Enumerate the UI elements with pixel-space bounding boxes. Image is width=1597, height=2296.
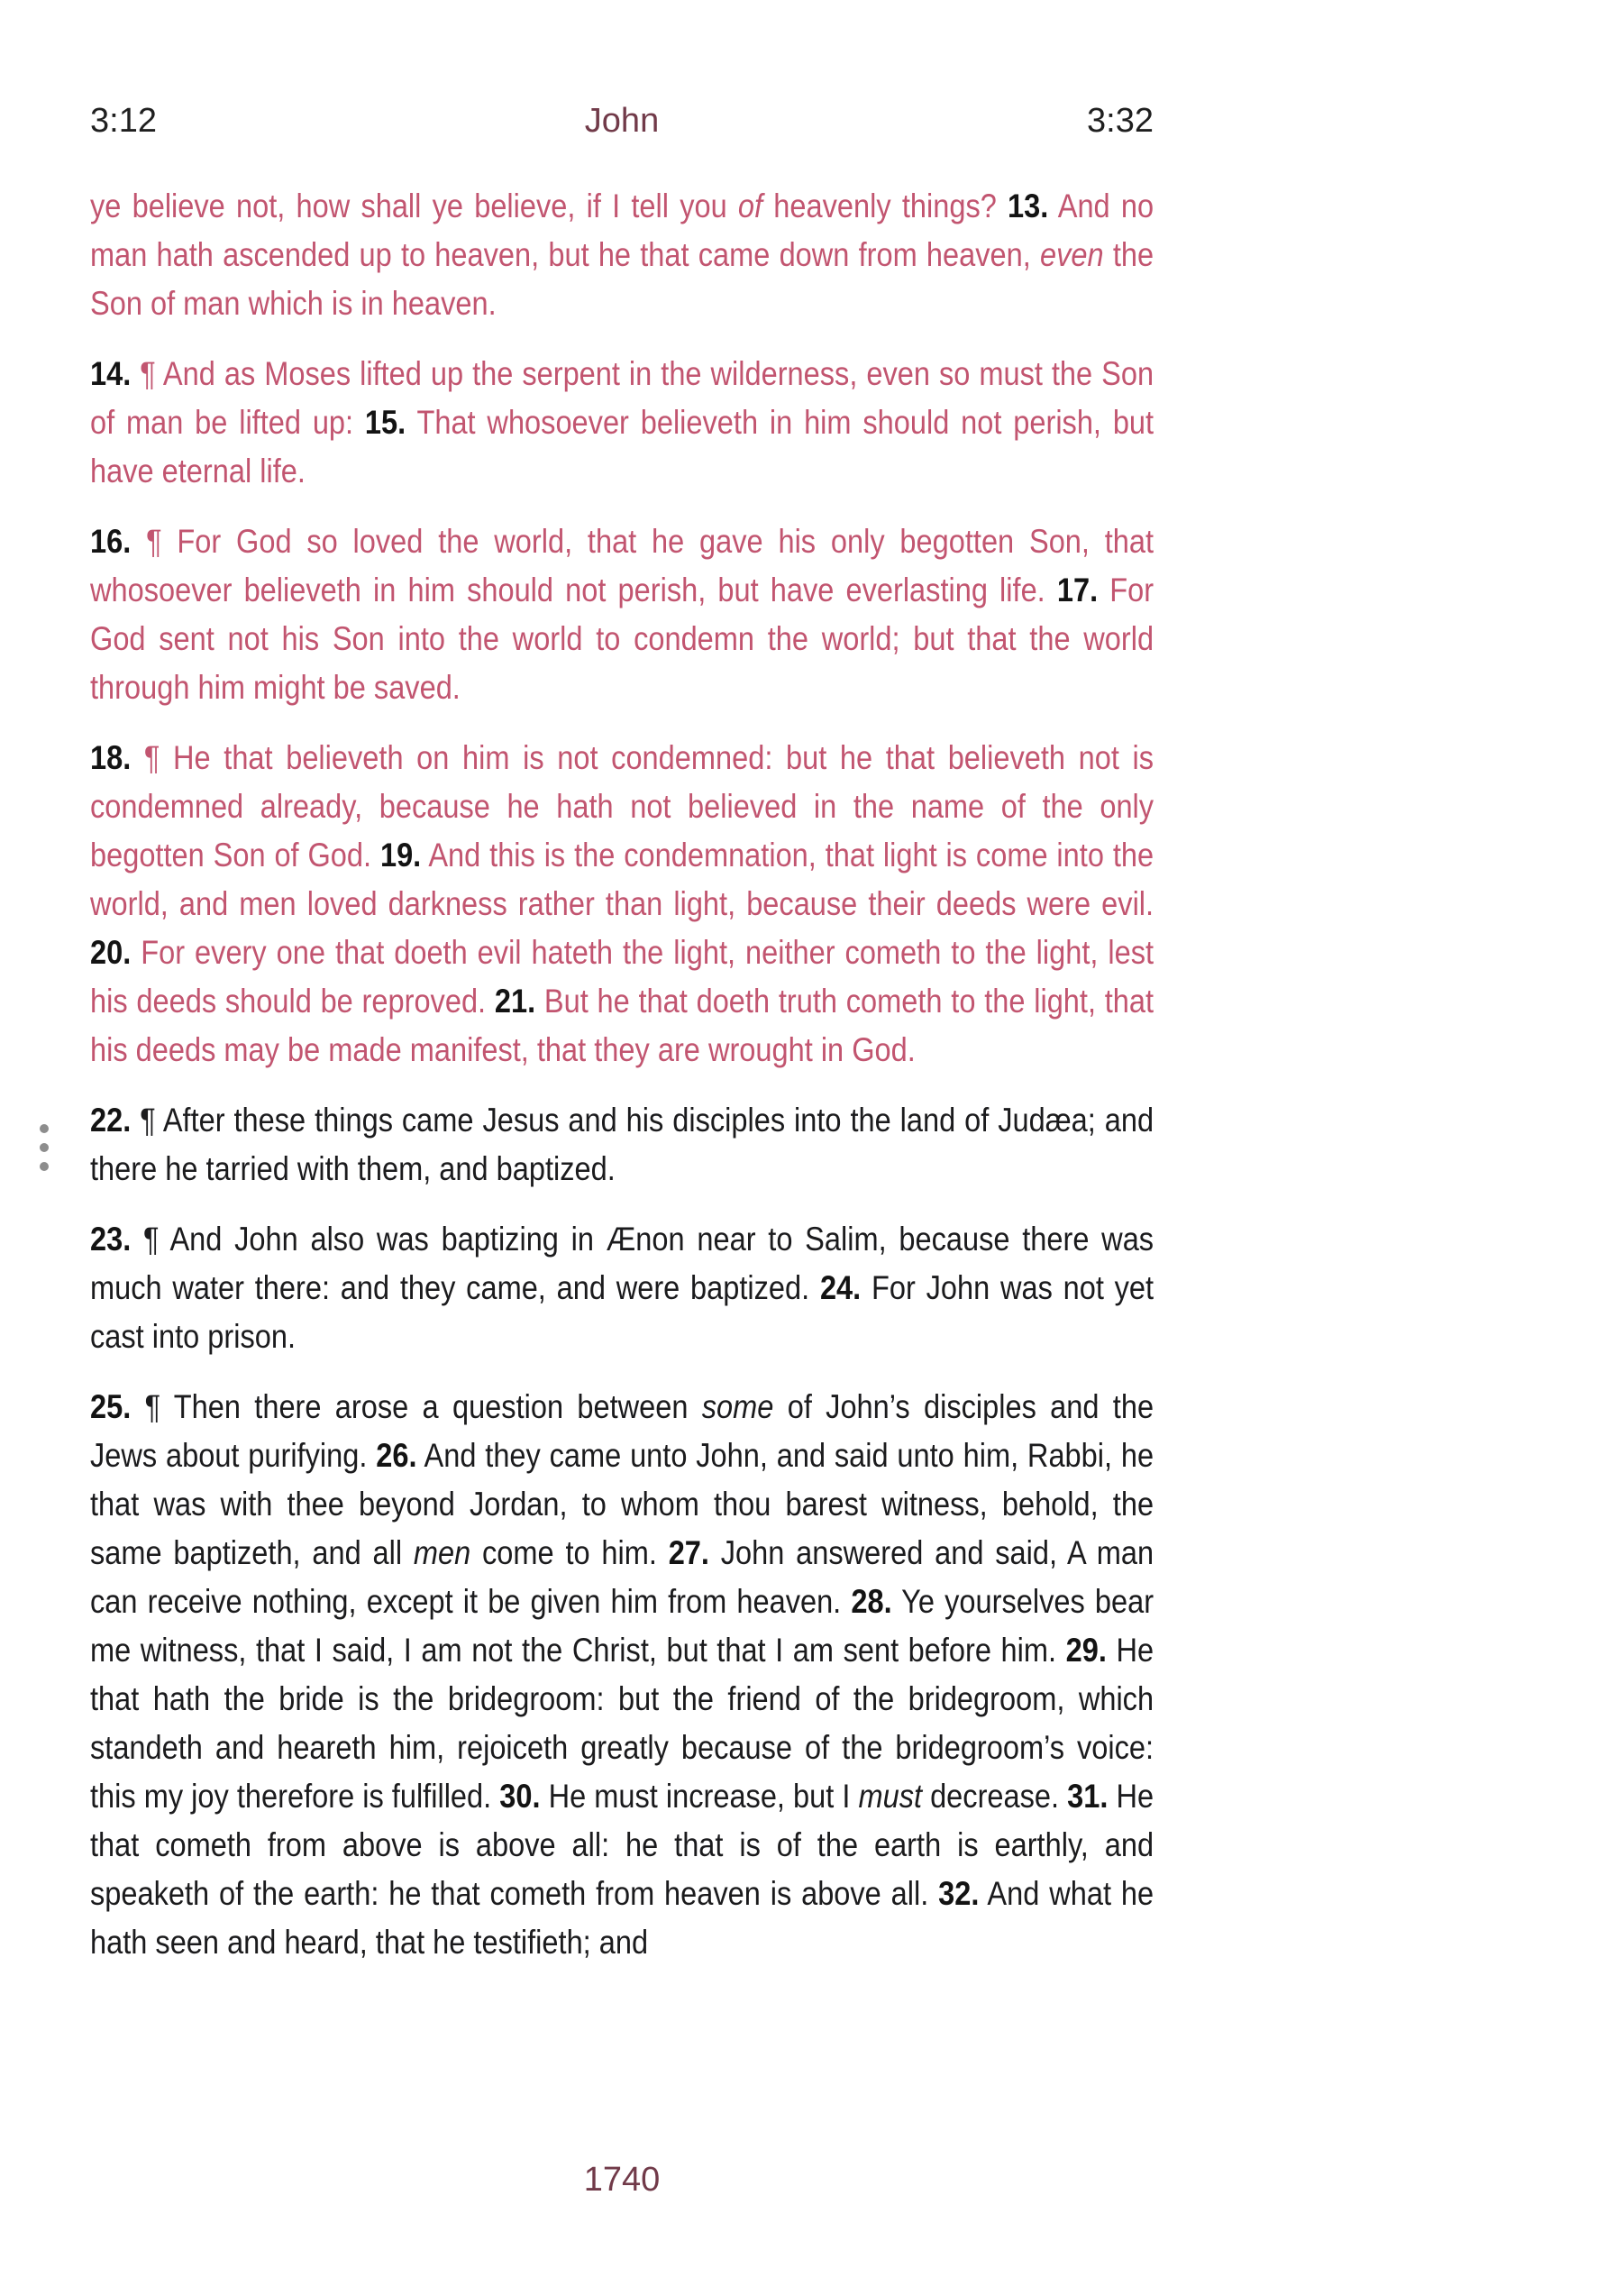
verse-number: 27.: [668, 1534, 709, 1571]
verse-text: That whosoever believeth in him should not perish, but have eternal life.: [90, 404, 1154, 489]
verse-paragraph: [90, 1215, 1154, 1361]
verse-text: come to him.: [470, 1534, 669, 1571]
verse-text: Ye yourselves bear me witness, that I said, I am not the Christ, but that I am sent before him.: [90, 1583, 1154, 1669]
verse-text: For God sent not his Son into the world to condemn the world; but that the world through him might be saved.: [90, 572, 1154, 706]
verse-paragraph: [90, 734, 1154, 1075]
book-title: John: [584, 102, 660, 140]
scroll-indicator[interactable]: [40, 1124, 49, 1171]
verse-number: 18.: [90, 739, 132, 776]
scroll-dot: [40, 1162, 49, 1171]
verse-number: 23.: [90, 1221, 132, 1258]
verse-text: And they came unto John, and said unto him, Rabbi, he that was with thee beyond Jordan, to whom thou barest witness, behold, the same baptizeth, and all: [90, 1437, 1154, 1571]
italic-word: must: [858, 1778, 923, 1815]
verse-number: 32.: [938, 1875, 980, 1912]
page-number: 1740: [583, 2161, 661, 2199]
header-left-reference: 3:12: [90, 102, 157, 140]
verse-text: ¶ And John also was baptizing in Ænon near to Salim, because there was much water there: and they came, and were baptized.: [90, 1221, 1154, 1306]
scroll-dot: [40, 1124, 49, 1133]
verse-text: For John was not yet cast into prison.: [90, 1269, 1154, 1355]
verse-number: 14.: [90, 355, 132, 392]
italic-word: men: [413, 1534, 471, 1571]
verse-text: decrease.: [922, 1778, 1068, 1815]
verse-number: 15.: [364, 404, 406, 441]
verse-number: 17.: [1056, 572, 1099, 608]
verse-number: 30.: [499, 1778, 541, 1815]
verse-number: 22.: [90, 1102, 132, 1139]
verse-number: 24.: [819, 1269, 862, 1306]
italic-word: of: [737, 188, 763, 224]
verse-paragraph: [90, 182, 1154, 328]
verse-text: He must increase, but I: [540, 1778, 859, 1815]
page-header: [90, 101, 1154, 141]
verse-text: of John’s disciples and the Jews about purifying.: [90, 1388, 1154, 1474]
scroll-dot: [40, 1143, 49, 1152]
verse-number: 20.: [90, 934, 132, 971]
verse-number: 25.: [90, 1388, 132, 1425]
verse-number: 21.: [494, 983, 536, 1020]
verse-text: He that hath the bride is the bridegroom: but the friend of the bridegroom, which standeth and heareth him, rejoiceth greatly because of the bridegroom’s voice: this my joy therefore is fulfilled.: [90, 1632, 1154, 1815]
verse-text: He that cometh from above is above all: he that is of the earth is earthly, and speaketh of the earth: he that cometh from heaven is above all.: [90, 1778, 1154, 1912]
verse-text: heavenly things?: [762, 188, 1008, 224]
scripture-text: [90, 182, 1154, 1989]
verse-text: ¶ For God so loved the world, that he gave his only begotten Son, that whosoever believeth in him should not perish, but have everlasting life.: [90, 523, 1154, 608]
italic-word: some: [701, 1388, 774, 1425]
verse-paragraph: [90, 350, 1154, 496]
verse-text: the Son of man which is in heaven.: [90, 236, 1154, 322]
verse-number: 26.: [376, 1437, 417, 1474]
italic-word: even: [1040, 236, 1104, 273]
verse-number: 31.: [1067, 1778, 1109, 1815]
verse-text: ¶ After these things came Jesus and his disciples into the land of Judæa; and there he tarried with them, and baptized.: [90, 1102, 1154, 1187]
verse-text: And no man hath ascended up to heaven, but he that came down from heaven,: [90, 188, 1154, 273]
verse-text: ye believe not, how shall ye believe, if I tell you: [90, 188, 738, 224]
verse-paragraph: [90, 1096, 1154, 1194]
verse-text: ¶ Then there arose a question between: [131, 1388, 702, 1425]
verse-text: For every one that doeth evil hateth the light, neither cometh to the light, lest his deeds should be reproved.: [90, 934, 1154, 1020]
verse-text: And this is the condemnation, that light is come into the world, and men loved darkness rather than light, because their deeds were evil.: [90, 837, 1154, 922]
verse-number: 13.: [1008, 188, 1049, 224]
verse-text: And what he hath seen and heard, that he testifieth; and: [90, 1875, 1154, 1961]
verse-number: 16.: [90, 523, 132, 560]
header-right-reference: 3:32: [1087, 102, 1154, 140]
verse-text: But he that doeth truth cometh to the light, that his deeds may be made manifest, that they are wrought in God.: [90, 983, 1154, 1068]
verse-text: ¶ And as Moses lifted up the serpent in the wilderness, even so must the Son of man be lifted up:: [90, 355, 1154, 441]
verse-number: 19.: [379, 837, 422, 874]
verse-paragraph: [90, 517, 1154, 712]
verse-text: ¶ He that believeth on him is not condemned: but he that believeth not is condemned already, because he hath not believed in the name of the only begotten Son of God.: [90, 739, 1154, 874]
verse-number: 28.: [851, 1583, 892, 1620]
verse-text: John answered and said, A man can receive nothing, except it be given him from heaven.: [90, 1534, 1154, 1620]
verse-number: 29.: [1065, 1632, 1107, 1669]
verse-paragraph: [90, 1383, 1154, 1967]
